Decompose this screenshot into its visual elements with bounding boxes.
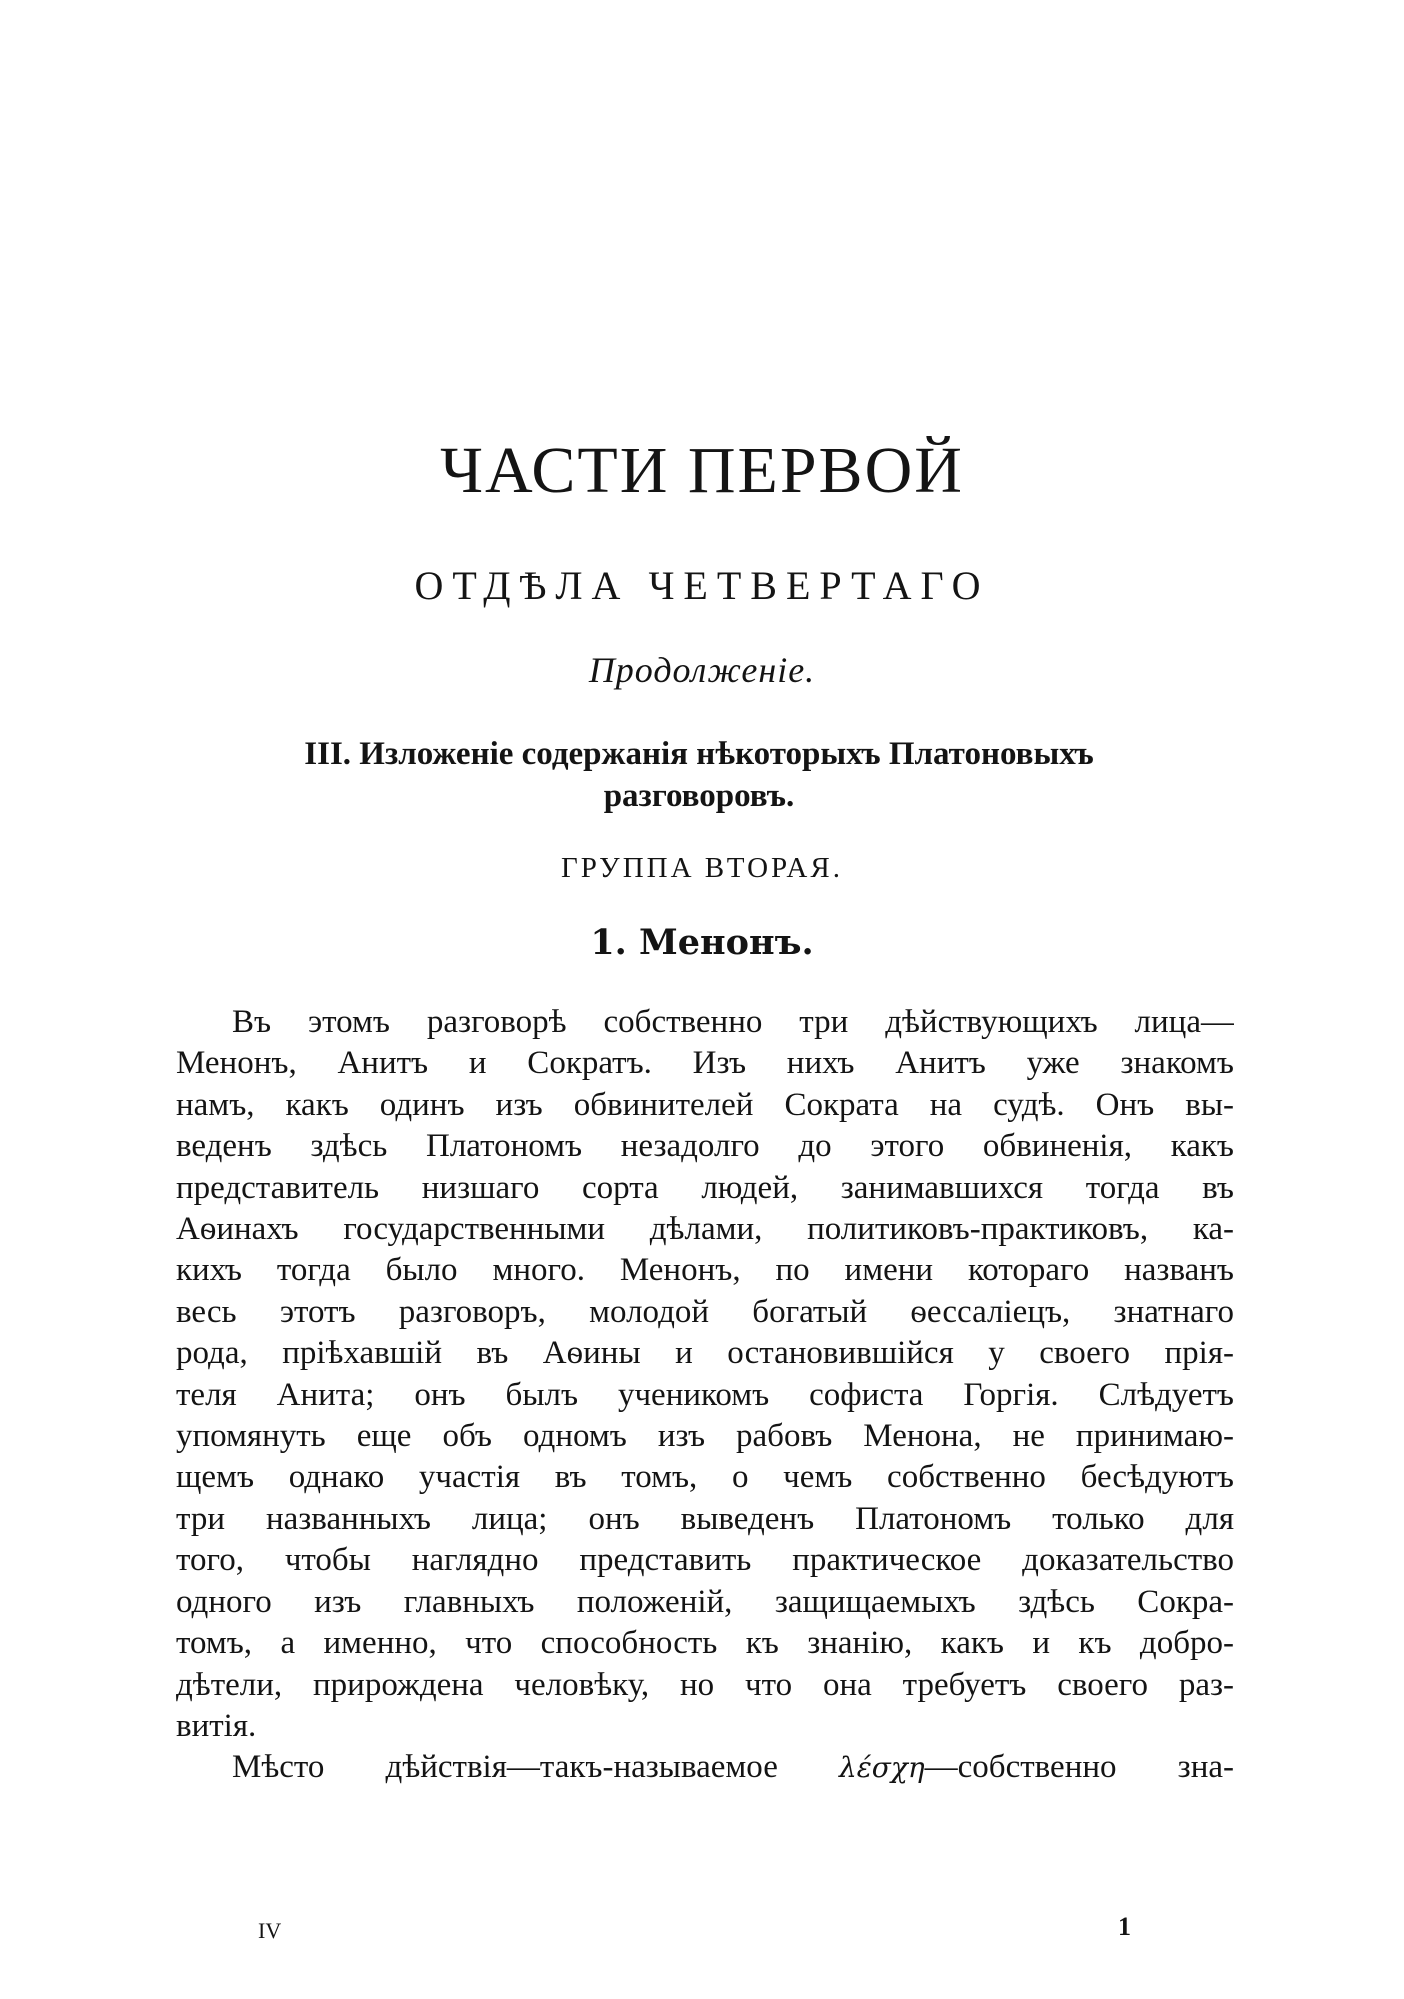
text-line: три названныхъ лица; онъ выведенъ Платономъ только для xyxy=(176,1500,1234,1537)
text-line: рода, пріѣхавшій въ Аѳины и остановившійся у своего прія- xyxy=(176,1335,1234,1372)
text-line: щемъ однако участія въ томъ, о чемъ собственно бесѣдуютъ xyxy=(176,1459,1234,1496)
page-number: 1 xyxy=(1118,1912,1131,1941)
text-line: весь этотъ разговоръ, молодой богатый ѳессаліецъ, знатнаго xyxy=(176,1293,1234,1330)
part-title: ЧАСТИ ПЕРВОЙ xyxy=(440,434,964,507)
text-line: Менонъ, Анитъ и Сократъ. Изъ нихъ Анитъ уже знакомъ xyxy=(176,1045,1234,1082)
text-line: Въ этомъ разговорѣ собственно три дѣйствующихъ лица— xyxy=(232,1004,1234,1040)
dialogue-title: 1. Менонъ. xyxy=(590,922,814,963)
body-text xyxy=(176,1002,1234,1789)
group-title: ГРУППА ВТОРАЯ. xyxy=(561,852,843,884)
text-line: того, чтобы наглядно представить практическое доказательство xyxy=(176,1542,1234,1579)
text-line: кихъ тогда было много. Менонъ, по имени котораго названъ xyxy=(176,1252,1234,1289)
text-line: одного изъ главныхъ положеній, защищаемыхъ здѣсь Сокра- xyxy=(176,1583,1234,1620)
text-line: Аѳинахъ государственными дѣлами, политиковъ-практиковъ, ка- xyxy=(176,1211,1234,1248)
chapter-heading-line-1: III. Изложеніе содержанія нѣкоторыхъ Платоновыхъ xyxy=(304,736,1094,772)
text-line: намъ, какъ одинъ изъ обвинителей Сократа на судѣ. Онъ вы- xyxy=(176,1086,1234,1123)
text-line: витія. xyxy=(176,1707,257,1744)
text-line: томъ, а именно, что способность къ знанію, какъ и къ добро- xyxy=(176,1625,1234,1662)
text-line: упомянуть еще объ одномъ изъ рабовъ Менона, не принимаю- xyxy=(176,1418,1234,1455)
signature-mark: IV xyxy=(258,1918,282,1943)
text-line: веденъ здѣсь Платономъ незадолго до этого обвиненія, какъ xyxy=(176,1128,1234,1165)
paragraph-2 xyxy=(176,1747,1234,1788)
chapter-heading xyxy=(236,733,1162,817)
text-line xyxy=(176,1747,1234,1788)
text-line: дѣтели, прирождена человѣку, но что она требуетъ своего раз- xyxy=(176,1666,1234,1703)
chapter-heading-line-2: разговоровъ. xyxy=(603,778,795,814)
continuation-label: Продолженіе. xyxy=(588,650,816,690)
paragraph-1 xyxy=(176,1002,1234,1747)
section-title: ОТДѢЛА ЧЕТВЕРТАГО xyxy=(414,563,990,608)
paragraph-2-start: Мѣсто дѣйствія—такъ-называемое xyxy=(232,1749,778,1786)
greek-term: λέσχη xyxy=(839,1751,925,1785)
text-line: теля Анита; онъ былъ ученикомъ софиста Горгія. Слѣдуетъ xyxy=(176,1376,1234,1413)
text-line: представитель низшаго сорта людей, занимавшихся тогда въ xyxy=(176,1169,1234,1206)
paragraph-2-end: —собственно зна- xyxy=(924,1749,1234,1786)
